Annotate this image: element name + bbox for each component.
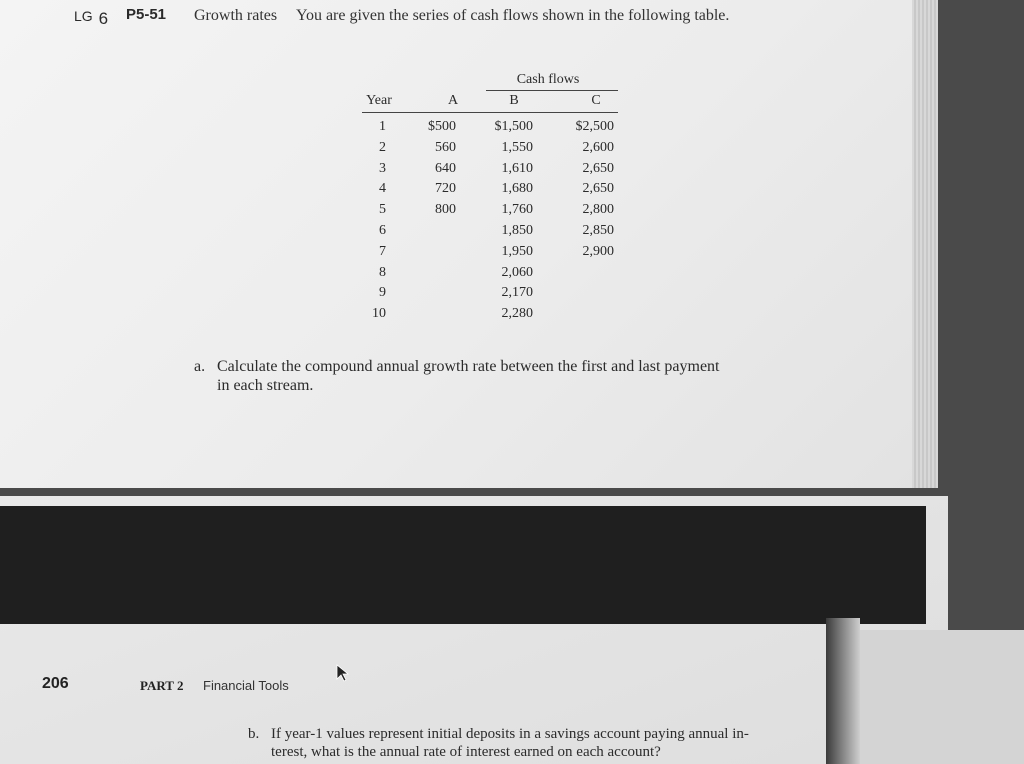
table-cell-b: $1,500: [494, 119, 533, 134]
table-cell-c: 2,800: [582, 202, 614, 218]
table-cell-c: 2,900: [582, 243, 614, 259]
table-cell-year: 8: [379, 264, 386, 280]
cash-flow-table: [362, 72, 618, 327]
column-header-a: A: [447, 93, 459, 108]
table-cell-c: 2,600: [582, 139, 614, 155]
header-rule: [362, 112, 618, 113]
page-edge: [912, 0, 938, 488]
super-header-rule: [486, 90, 618, 91]
table-cell-c: $2,500: [575, 119, 614, 134]
table-cell-year: 5: [379, 202, 386, 218]
page-right-edge: [848, 630, 1024, 764]
table-cell-year: 7: [379, 243, 386, 259]
column-header-b: B: [509, 93, 519, 108]
table-cell-a: $500: [428, 119, 456, 134]
part-label: PART 2: [140, 678, 184, 693]
table-cell-b: 1,950: [501, 243, 533, 259]
question-b-text-line1: If year-1 values represent initial deposits in a savings account paying annual in-: [271, 726, 749, 742]
learning-goal: [74, 6, 108, 26]
table-cell-c: 2,650: [582, 181, 614, 197]
table-cell-c: 2,850: [582, 223, 614, 238]
table-cell-a: 560: [435, 139, 456, 155]
learning-goal-number: 6: [98, 9, 109, 28]
question-b-label: b.: [248, 726, 260, 742]
table-super-header: Cash flows: [516, 72, 580, 87]
question-a-text-line2: in each stream.: [217, 377, 314, 394]
table-cell-b: 1,610: [501, 160, 533, 176]
dark-shadow-band: [0, 506, 926, 624]
table-cell-b: 2,170: [501, 285, 533, 301]
learning-goal-prefix: LG: [74, 8, 93, 24]
question-a-text-line1: Calculate the compound annual growth rate between the first and last payment: [217, 358, 720, 375]
column-header-year: Year: [366, 93, 392, 108]
table-cell-year: 6: [379, 223, 386, 238]
problem-statement: You are given the series of cash flows shown in the following table.: [296, 7, 730, 24]
part-name: Financial Tools: [203, 678, 289, 693]
table-cell-b: 1,550: [501, 139, 533, 155]
table-cell-b: 2,280: [501, 306, 533, 322]
question-b-text-line2: terest, what is the annual rate of interest earned on each account?: [271, 744, 661, 760]
table-cell-b: 1,760: [501, 202, 533, 218]
table-cell-b: 1,680: [501, 181, 533, 197]
table-cell-year: 9: [379, 285, 386, 301]
table-cell-c: 2,650: [582, 160, 614, 176]
table-cell-year: 10: [372, 306, 386, 322]
column-header-c: C: [591, 93, 601, 108]
question-a-label: a.: [194, 358, 206, 375]
table-cell-year: 4: [379, 181, 386, 197]
table-cell-a: 800: [435, 202, 456, 218]
table-cell-year: 3: [379, 160, 386, 176]
table-cell-a: 640: [435, 160, 456, 176]
page-number: 206: [42, 675, 69, 692]
table-cell-year: 1: [379, 119, 386, 134]
problem-title: Growth rates: [194, 7, 278, 24]
table-cell-a: 720: [435, 181, 456, 197]
table-cell-year: 2: [379, 139, 386, 155]
problem-number: P5-51: [126, 6, 167, 23]
table-cell-b: 1,850: [501, 223, 533, 238]
page-curl: [826, 618, 860, 764]
table-cell-b: 2,060: [501, 264, 533, 280]
cursor-icon: [336, 664, 350, 682]
